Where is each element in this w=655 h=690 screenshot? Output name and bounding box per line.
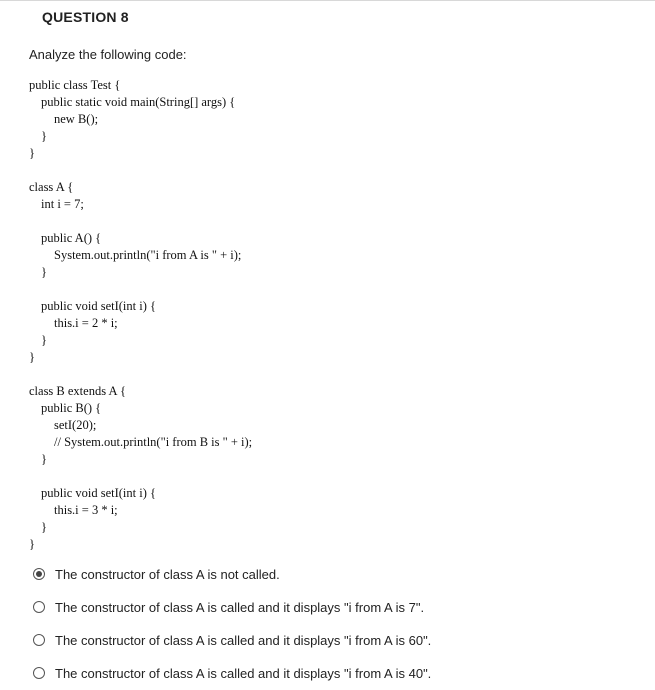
code-line: public void setI(int i) {	[41, 299, 157, 313]
radio-button-icon[interactable]	[33, 634, 45, 646]
code-line: class B extends A {	[29, 384, 126, 398]
top-divider	[0, 0, 655, 1]
answer-option-1[interactable]	[33, 565, 280, 583]
code-line: // System.out.println("i from B is " + i);	[54, 435, 253, 449]
code-line: new B();	[54, 112, 99, 126]
code-line: }	[41, 333, 47, 347]
answer-option-2[interactable]	[33, 598, 424, 616]
code-line: setI(20);	[54, 418, 97, 432]
code-line: this.i = 3 * i;	[54, 503, 118, 517]
answer-option-label: The constructor of class A is called and it displays "i from A is 7".	[55, 599, 425, 615]
question-prompt: Analyze the following code:	[29, 47, 187, 62]
code-line: public static void main(String[] args) {	[41, 95, 236, 109]
code-line: System.out.println("i from A is " + i);	[54, 248, 242, 262]
radio-button-icon[interactable]	[33, 601, 45, 613]
answer-option-3[interactable]	[33, 631, 431, 649]
code-line: }	[29, 537, 35, 551]
code-line: }	[29, 146, 35, 160]
code-line: public class Test {	[29, 78, 121, 92]
code-line: class A {	[29, 180, 74, 194]
code-line: }	[41, 129, 47, 143]
code-line: public B() {	[41, 401, 102, 415]
code-line: }	[29, 350, 35, 364]
answer-option-4[interactable]	[33, 664, 431, 682]
code-line: public void setI(int i) {	[41, 486, 157, 500]
code-line: }	[41, 265, 47, 279]
question-title: QUESTION 8	[42, 9, 129, 25]
code-line: int i = 7;	[41, 197, 84, 211]
answer-option-label: The constructor of class A is not called.	[55, 566, 280, 582]
radio-button-icon[interactable]	[33, 568, 45, 580]
code-line: public A() {	[41, 231, 102, 245]
answer-option-label: The constructor of class A is called and it displays "i from A is 60".	[55, 632, 432, 648]
code-line: }	[41, 520, 47, 534]
code-line: this.i = 2 * i;	[54, 316, 118, 330]
radio-button-icon[interactable]	[33, 667, 45, 679]
code-line: }	[41, 452, 47, 466]
answer-option-label: The constructor of class A is called and it displays "i from A is 40".	[55, 665, 432, 681]
